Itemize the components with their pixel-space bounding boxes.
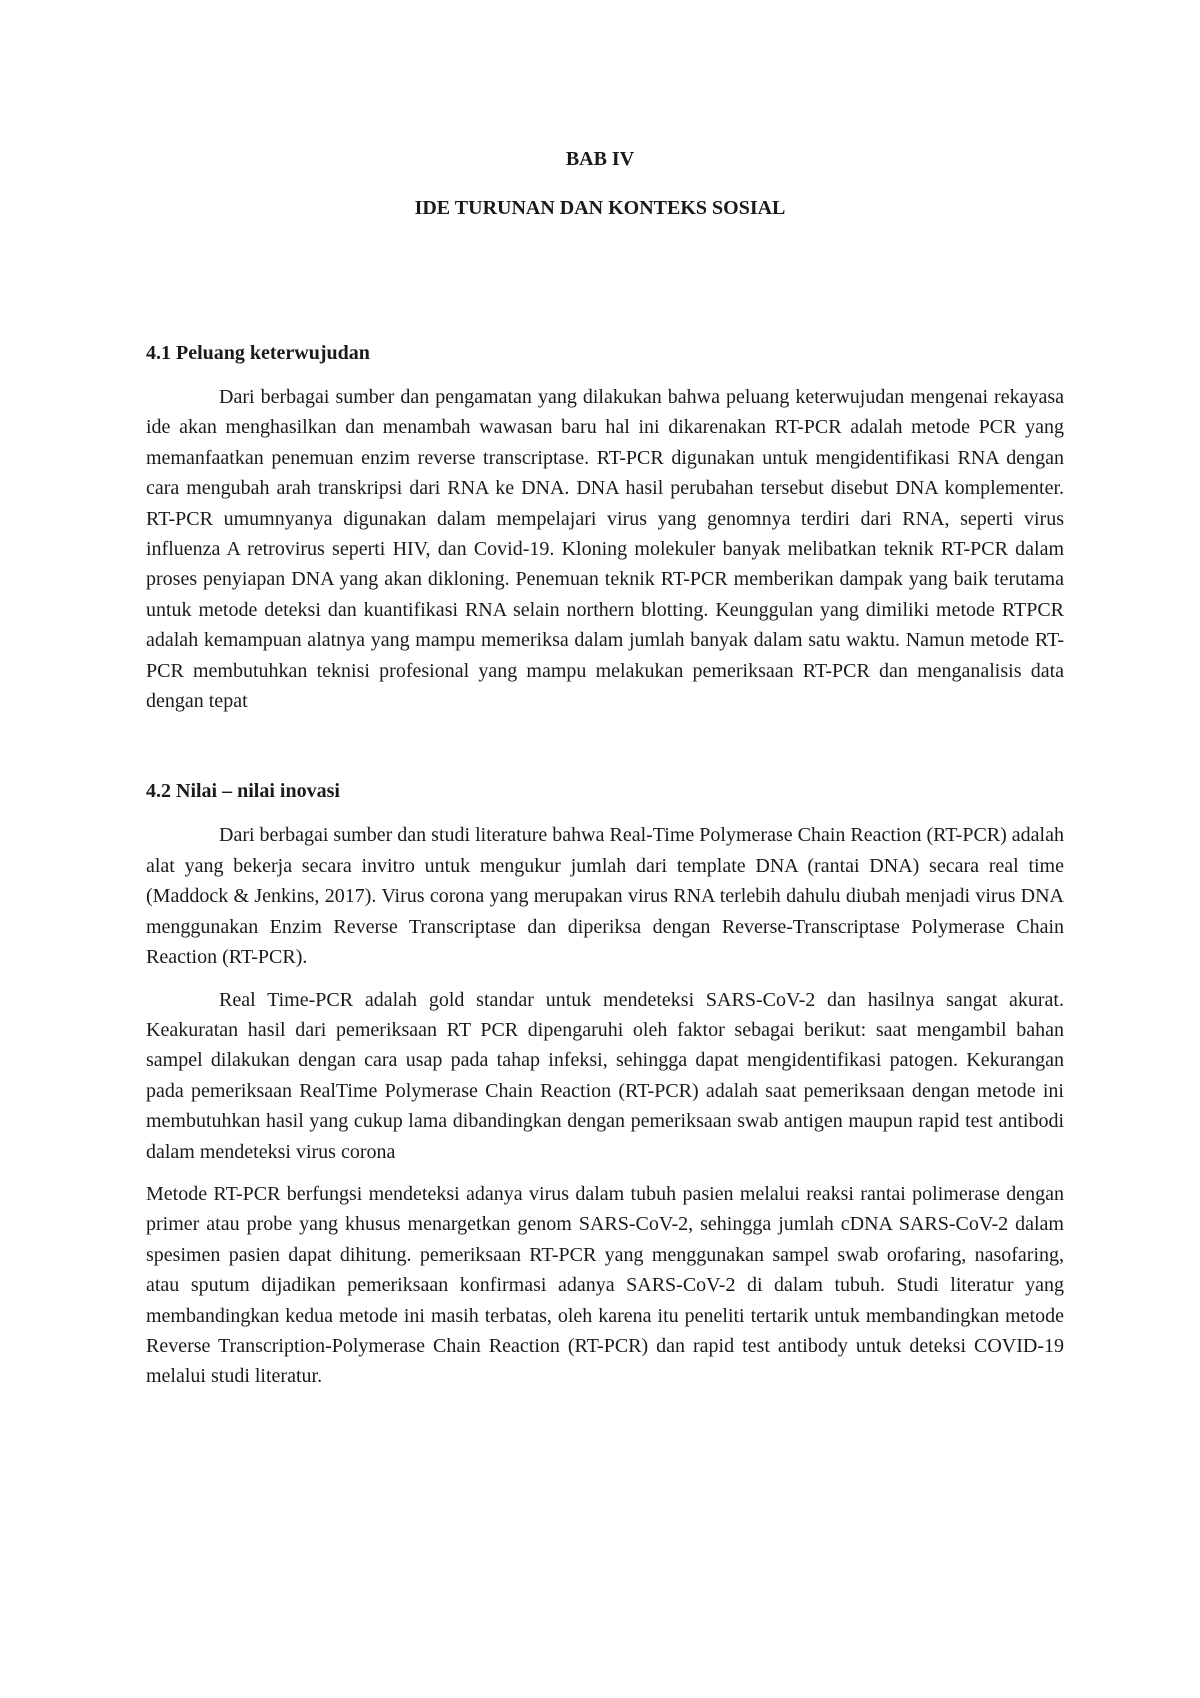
paragraph: Metode RT-PCR berfungsi mendeteksi adanya virus dalam tubuh pasien melalui reaksi rantai polimerase dengan primer atau probe yang khusus menargetkan genom SARS-CoV-2, sehingga jumlah cDNA SARS-CoV-2 dalam spesimen pasien dapat dihitung. pemeriksaan RT-PCR yang menggunakan sampel swab orofaring, nasofaring, atau sputum dijadikan pemeriksaan konfirmasi adanya SARS-CoV-2 di dalam tubuh. Studi literatur yang membandingkan kedua metode ini masih terbatas, oleh karena itu peneliti tertarik untuk membandingkan metode Reverse Transcription-Polymerase Chain Reaction (RT-PCR) dan rapid test antibody untuk deteksi COVID-19 melalui studi literatur. (146, 1182, 1064, 1388)
chapter-title: IDE TURUNAN DAN KONTEKS SOSIAL (414, 197, 786, 219)
section-heading: 4.1 Peluang keterwujudan (146, 342, 370, 364)
document-body (146, 338, 1064, 1392)
paragraph: Real Time-PCR adalah gold standar untuk mendeteksi SARS-CoV-2 dan hasilnya sangat akurat. Keakuratan hasil dari pemeriksaan RT PCR dipengaruhi oleh faktor sebagai berikut: saat mengambil bahan sampel dilakukan dengan cara usap pada tahap infeksi, sehingga dapat mengidentifikasi patogen. Kekurangan pada pemeriksaan RealTime Polymerase Chain Reaction (RT-PCR) adalah saat pemeriksaan dengan metode ini membutuhkan hasil yang cukup lama dibandingkan dengan pemeriksaan swab antigen maupun rapid test antibodi dalam mendeteksi virus corona (146, 988, 1064, 1163)
paragraph: Dari berbagai sumber dan studi literature bahwa Real-Time Polymerase Chain Reaction (RT-PCR) adalah alat yang bekerja secara invitro untuk mengukur jumlah dari template DNA (rantai DNA) secara real time (Maddock & Jenkins, 2017). Virus corona yang merupakan virus RNA terlebih dahulu diubah menjadi virus DNA menggunakan Enzim Reverse Transcriptase dan diperiksa dengan Reverse-Transcriptase Polymerase Chain Reaction (RT-PCR). (146, 824, 1064, 969)
paragraph: Dari berbagai sumber dan pengamatan yang dilakukan bahwa peluang keterwujudan mengenai rekayasa ide akan menghasilkan dan menambah wawasan baru hal ini dikarenakan RT-PCR adalah metode PCR yang memanfaatkan penemuan enzim reverse transcriptase. RT-PCR digunakan untuk mengidentifikasi RNA dengan cara mengubah arah transkripsi dari RNA ke DNA. DNA hasil perubahan tersebut disebut DNA komplementer. RT-PCR umumnyanya digunakan dalam mempelajari virus yang genomnya terdiri dari RNA, seperti virus influenza A retrovirus seperti HIV, dan Covid-19. Kloning molekuler banyak melibatkan teknik RT-PCR dalam proses penyiapan DNA yang akan dikloning. Penemuan teknik RT-PCR memberikan dampak yang baik terutama untuk metode deteksi dan kuantifikasi RNA selain northern blotting. Keunggulan yang dimiliki metode RTPCR adalah kemampuan alatnya yang mampu memeriksa dalam jumlah banyak dalam satu waktu. Namun metode RT-PCR membutuhkan teknisi profesional yang mampu melakukan pemeriksaan RT-PCR dan menganalisis data dengan tepat (146, 386, 1064, 713)
section-heading: 4.2 Nilai – nilai inovasi (146, 780, 340, 803)
chapter-number: BAB IV (565, 148, 635, 170)
